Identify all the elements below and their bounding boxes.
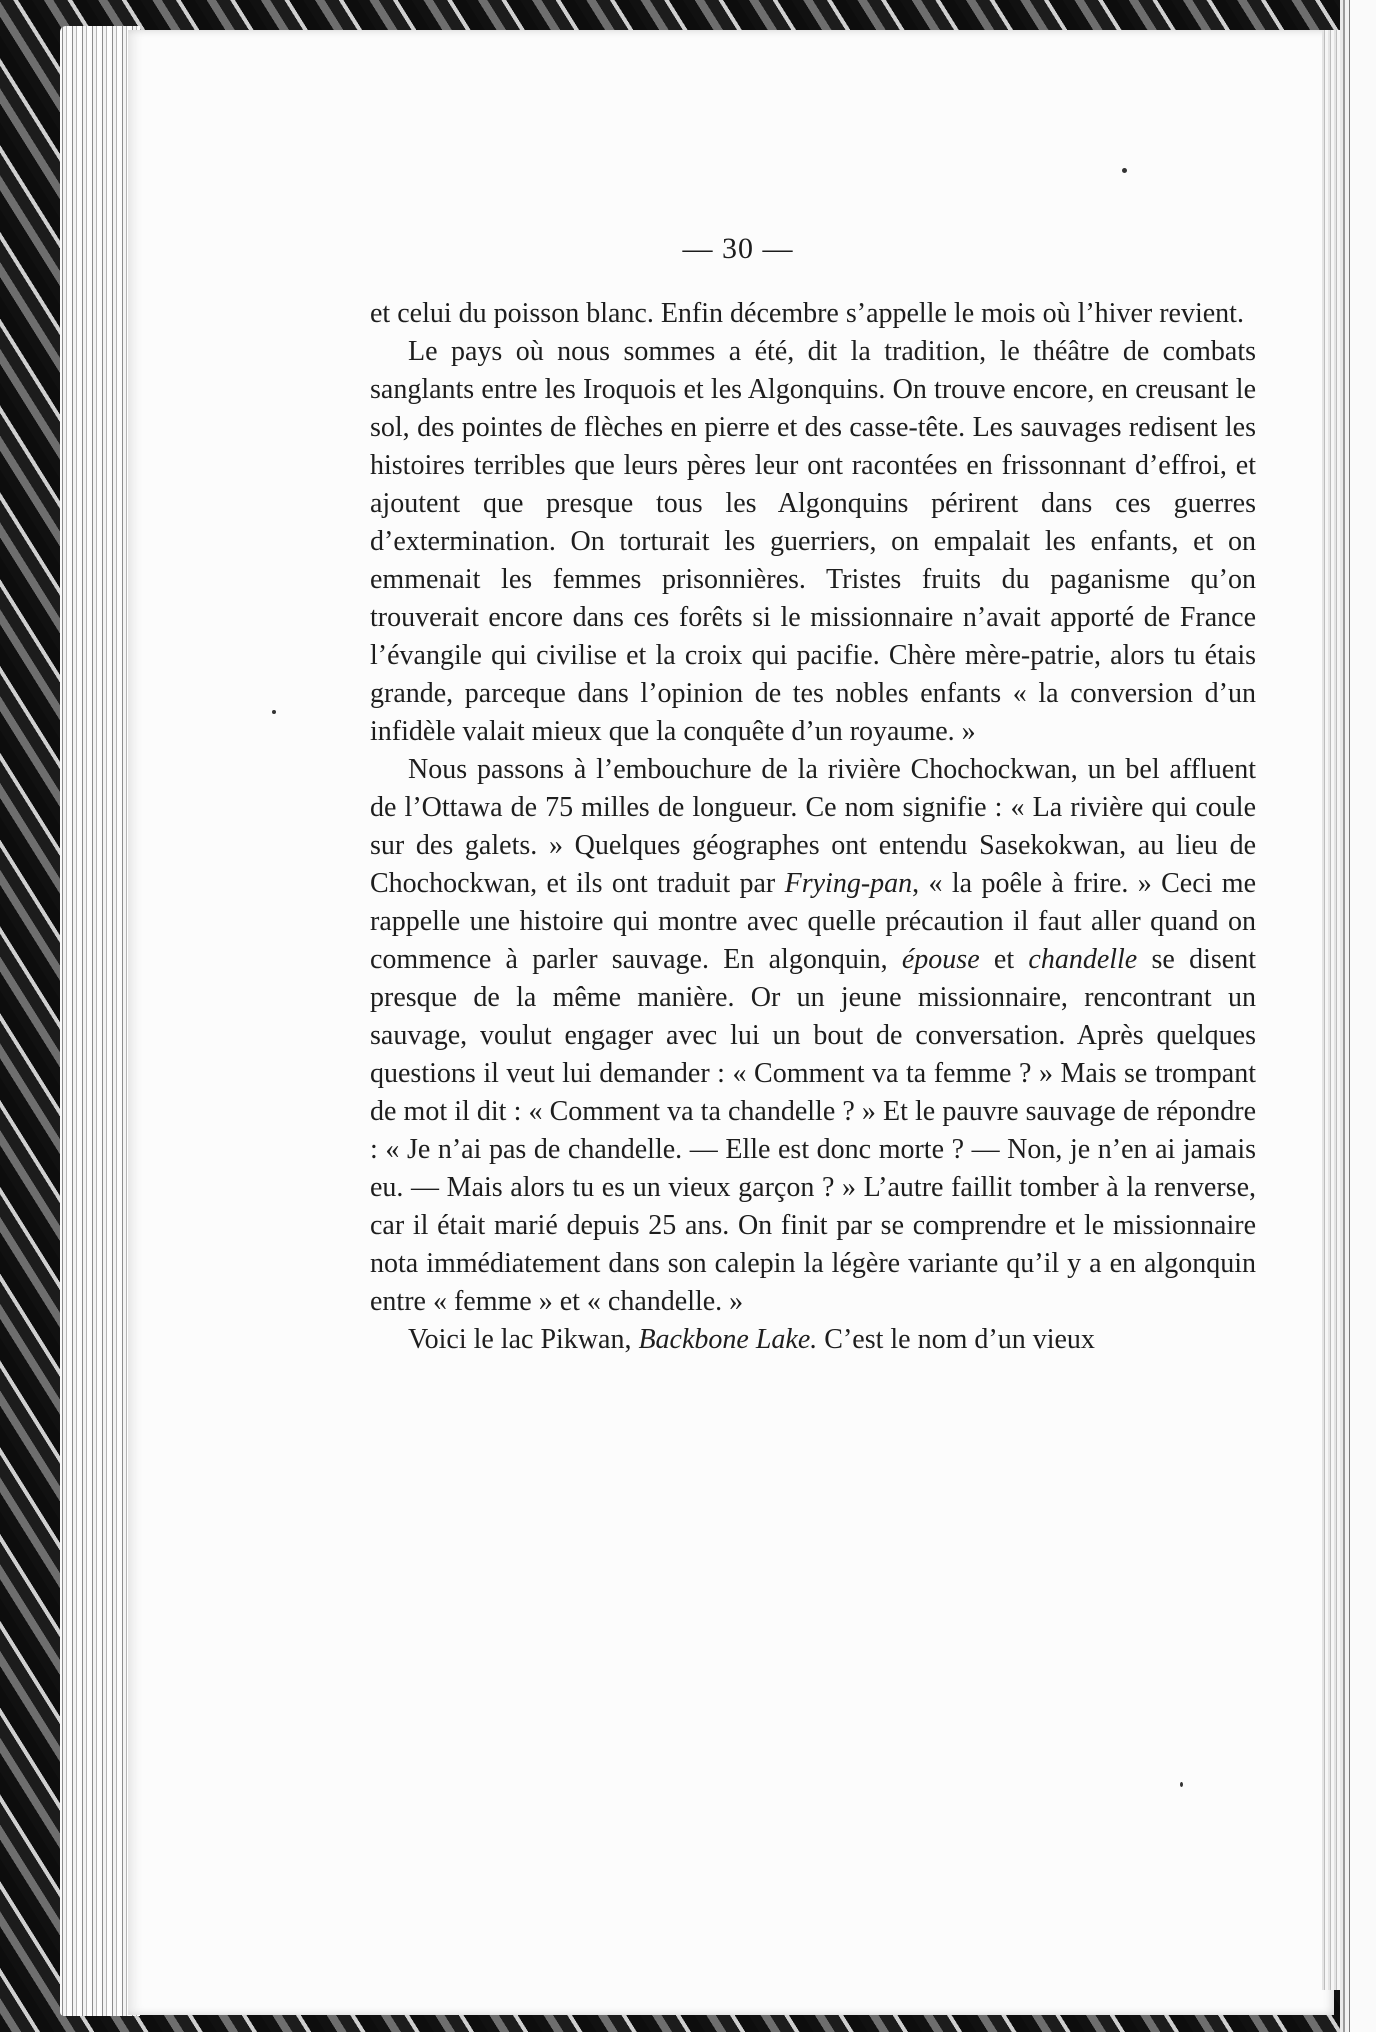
ink-speck: [272, 710, 276, 714]
body-text: [370, 295, 1256, 1359]
page-right-edge: [1322, 30, 1340, 1990]
text-run: C’est le nom d’un vieux: [817, 1324, 1095, 1355]
ink-speck: [1180, 1782, 1183, 1787]
paragraph: [370, 333, 1256, 751]
italic-text: Frying-pan: [784, 868, 913, 899]
paragraph: [370, 1321, 1256, 1359]
text-run: Nous passons à l’embouchure de la rivière Chochockwan, un bel affluent de l’Ottawa de 75 milles de longueur. Ce nom signifie : « La rivière qui coule sur des galets. » Quelques géographes ont entendu Sasekokwan, au lieu de Chochockwan, et ils ont traduit par: [370, 754, 1256, 899]
adjacent-page-edge: [1340, 0, 1376, 2032]
italic-text: chandelle: [1028, 944, 1138, 975]
text-run: se disent presque de la même manière. Or un jeune missionnaire, rencontrant un sauvage, voulut engager avec lui un bout de conversation. Après quelques questions il veut lui demander : « Comment va ta femme ? » Mais se trompant de mot il dit : « Comment va ta chandelle ? » Et le pauvre sauvage de répondre : « Je n’ai pas de chandelle. — Elle est donc morte ? — Non, je n’en ai jamais eu. — Mais alors tu es un vieux garçon ? » L’autre faillit tomber à la renverse, car il était marié depuis 25 ans. On finit par se comprendre et le missionnaire nota immédiatement dans son calepin la légère variante qu’il y a en algonquin entre « femme » et « chandelle. »: [370, 944, 1256, 1317]
text-run: , « la poêle à frire. » Ceci me rappelle une histoire qui montre avec quelle précaution il faut aller quand on commence à parler sauvage. En algonquin,: [370, 868, 1256, 975]
italic-text: Backbone Lake.: [638, 1324, 818, 1355]
page-number: — 30 —: [682, 232, 794, 265]
text-run: et celui du poisson blanc. Enfin décembre s’appelle le mois où l’hiver revient.: [370, 298, 1244, 329]
text-run: Le pays où nous sommes a été, dit la tradition, le théâtre de combats sanglants entre les Iroquois et les Algonquins. On trouve encore, en creusant le sol, des pointes de flèches en pierre et des casse-tête. Les sauvages redisent les histoires terribles que leurs pères leur ont racontées en frissonnant d’effroi, et ajoutent que presque tous les Algonquins périrent dans ces guerres d’extermination. On torturait les guerriers, on empalait les enfants, et on emmenait les femmes prisonnières. Tristes fruits du paganisme qu’on trouverait encore dans ces forêts si le missionnaire n’avait apporté de France l’évangile qui civilise et la croix qui pacifie. Chère mère-patrie, alors tu étais grande, parceque dans l’opinion de tes nobles enfants « la conversion d’un infidèle valait mieux que la conquête d’un royaume. »: [370, 336, 1256, 747]
paragraph: [370, 751, 1256, 1321]
text-run: et: [979, 944, 1029, 975]
ink-speck: [1122, 168, 1127, 173]
paragraph: [370, 295, 1256, 333]
italic-text: épouse: [901, 944, 980, 975]
text-run: Voici le lac Pikwan,: [408, 1324, 639, 1355]
